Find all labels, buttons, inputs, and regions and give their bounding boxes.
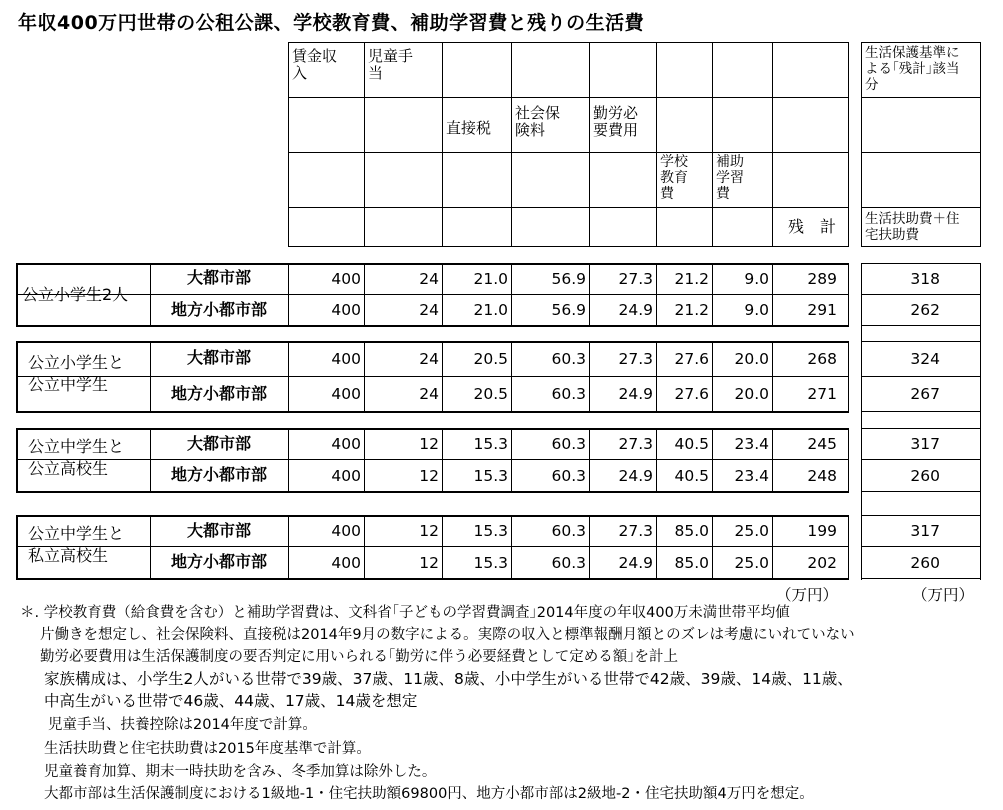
cell-child: 12 <box>419 435 439 453</box>
cell-tax: 21.0 <box>473 301 508 319</box>
cell-work: 24.9 <box>618 385 653 403</box>
area-label: 大都市部 <box>186 521 251 540</box>
cell-welfare: 260 <box>910 467 940 485</box>
cell-welfare: 318 <box>910 270 940 288</box>
cell-welfare: 317 <box>910 435 940 453</box>
cell-wage: 400 <box>331 522 361 540</box>
cell-tax: 20.5 <box>473 385 508 403</box>
cell-work: 24.9 <box>618 467 653 485</box>
header-work-expense: 勤労必 要費用 <box>593 104 639 139</box>
cell-social: 60.3 <box>551 554 586 572</box>
header-supplementary-study: 補助 学習 費 <box>716 154 744 202</box>
header-social-insurance: 社会保 険料 <box>515 104 561 139</box>
cell-work: 27.3 <box>618 435 653 453</box>
footnote: 児童手当、扶養控除は2014年度で計算。 <box>48 717 317 733</box>
cell-supp: 20.0 <box>734 385 769 403</box>
footnote: 勤労必要費用は生活保護制度の要否判定に用いられる｢勤労に伴う必要経費として定める額｣を計上 <box>40 649 678 665</box>
cell-tax: 15.3 <box>473 467 508 485</box>
area-label: 大都市部 <box>186 348 251 367</box>
cell-wage: 400 <box>331 467 361 485</box>
cell-social: 60.3 <box>551 435 586 453</box>
cell-school: 85.0 <box>674 522 709 540</box>
cell-welfare: 262 <box>910 301 940 319</box>
cell-tax: 21.0 <box>473 270 508 288</box>
cell-tax: 15.3 <box>473 522 508 540</box>
cell-work: 27.3 <box>618 522 653 540</box>
cell-remainder: 271 <box>807 385 837 403</box>
cell-remainder: 202 <box>807 554 837 572</box>
cell-work: 24.9 <box>618 301 653 319</box>
cell-social: 60.3 <box>551 522 586 540</box>
group-label: 公立中学生と 公立高校生 <box>28 437 125 478</box>
group-label: 公立中学生と 私立高校生 <box>28 524 125 565</box>
cell-supp: 20.0 <box>734 350 769 368</box>
footnote: 大都市部は生活保護制度における1級地-1・住宅扶助額69800円、地方小都市部は2級地-2・住宅扶助額4万円を想定。 <box>44 786 814 802</box>
cell-wage: 400 <box>331 301 361 319</box>
header-child-allowance: 児童手 当 <box>368 47 414 82</box>
cell-tax: 15.3 <box>473 435 508 453</box>
header-remainder: 残 計 <box>788 217 837 236</box>
cell-work: 24.9 <box>618 554 653 572</box>
page-title: 年収400万円世帯の公租公課、学校教育費、補助学習費と残りの生活費 <box>18 12 645 34</box>
header-school-education: 学校 教育 費 <box>660 154 688 202</box>
cell-school: 21.2 <box>674 270 709 288</box>
cell-school: 27.6 <box>674 385 709 403</box>
cell-welfare: 260 <box>910 554 940 572</box>
cell-social: 60.3 <box>551 385 586 403</box>
group-label: 公立小学生と 公立中学生 <box>28 353 125 394</box>
footnote: 中高生がいる世帯で46歳、44歳、17歳、14歳を想定 <box>44 692 418 710</box>
header-wage: 賃金収 入 <box>292 47 338 82</box>
area-label: 地方小都市部 <box>170 384 267 403</box>
cell-wage: 400 <box>331 435 361 453</box>
footnote: ＊. 学校教育費（給食費を含む）と補助学習費は、文科省｢子どもの学習費調査｣2014年度の年収400万未満世帯平均値 <box>20 605 790 621</box>
cell-child: 12 <box>419 554 439 572</box>
footnote: 片働きを想定し、社会保険料、直接税は2014年9月の数字による。実際の収入と標準報酬月額とのズレは考慮にいれていない <box>40 627 855 643</box>
cell-social: 56.9 <box>551 270 586 288</box>
cell-school: 40.5 <box>674 435 709 453</box>
cell-school: 85.0 <box>674 554 709 572</box>
group-label: 公立小学生2人 <box>22 285 129 304</box>
cell-remainder: 248 <box>807 467 837 485</box>
area-label: 地方小都市部 <box>170 552 267 571</box>
area-label: 地方小都市部 <box>170 300 267 319</box>
cell-welfare: 324 <box>910 350 940 368</box>
header-welfare-sum: 生活扶助費＋住 宅扶助費 <box>865 211 960 243</box>
cell-work: 27.3 <box>618 350 653 368</box>
cell-remainder: 199 <box>807 522 837 540</box>
cell-supp: 23.4 <box>734 435 769 453</box>
cell-child: 24 <box>419 350 439 368</box>
cell-school: 21.2 <box>674 301 709 319</box>
cell-tax: 20.5 <box>473 350 508 368</box>
cell-supp: 9.0 <box>744 301 769 319</box>
cell-child: 24 <box>419 301 439 319</box>
footnote: 児童養育加算、期末一時扶助を含み、冬季加算は除外した。 <box>44 764 437 780</box>
cell-social: 60.3 <box>551 467 586 485</box>
cell-child: 24 <box>419 385 439 403</box>
cell-work: 27.3 <box>618 270 653 288</box>
area-label: 大都市部 <box>186 268 251 287</box>
cell-wage: 400 <box>331 385 361 403</box>
cell-welfare: 267 <box>910 385 940 403</box>
cell-supp: 23.4 <box>734 467 769 485</box>
cell-welfare: 317 <box>910 522 940 540</box>
cell-supp: 25.0 <box>734 522 769 540</box>
footnote: 家族構成は、小学生2人がいる世帯で39歳、37歳、11歳、8歳、小中学生がいる世帯で42歳、39歳、14歳、11歳、 <box>44 670 853 688</box>
cell-child: 12 <box>419 522 439 540</box>
cell-school: 27.6 <box>674 350 709 368</box>
cell-social: 56.9 <box>551 301 586 319</box>
footnote: 生活扶助費と住宅扶助費は2015年度基準で計算。 <box>44 741 371 757</box>
cell-supp: 9.0 <box>744 270 769 288</box>
area-label: 大都市部 <box>186 434 251 453</box>
area-label: 地方小都市部 <box>170 465 267 484</box>
cell-supp: 25.0 <box>734 554 769 572</box>
cell-wage: 400 <box>331 350 361 368</box>
cell-wage: 400 <box>331 270 361 288</box>
cell-remainder: 268 <box>807 350 837 368</box>
unit-label-welfare: （万円） <box>912 586 975 604</box>
cell-social: 60.3 <box>551 350 586 368</box>
header-direct-tax: 直接税 <box>446 119 492 137</box>
cell-wage: 400 <box>331 554 361 572</box>
header-welfare-standard: 生活保護基準に よる｢残計｣該当 分 <box>865 45 960 93</box>
cell-tax: 15.3 <box>473 554 508 572</box>
cell-child: 24 <box>419 270 439 288</box>
cell-remainder: 245 <box>807 435 837 453</box>
cell-child: 12 <box>419 467 439 485</box>
cell-school: 40.5 <box>674 467 709 485</box>
cell-remainder: 289 <box>807 270 837 288</box>
cell-remainder: 291 <box>807 301 837 319</box>
unit-label-remainder: （万円） <box>776 586 839 604</box>
